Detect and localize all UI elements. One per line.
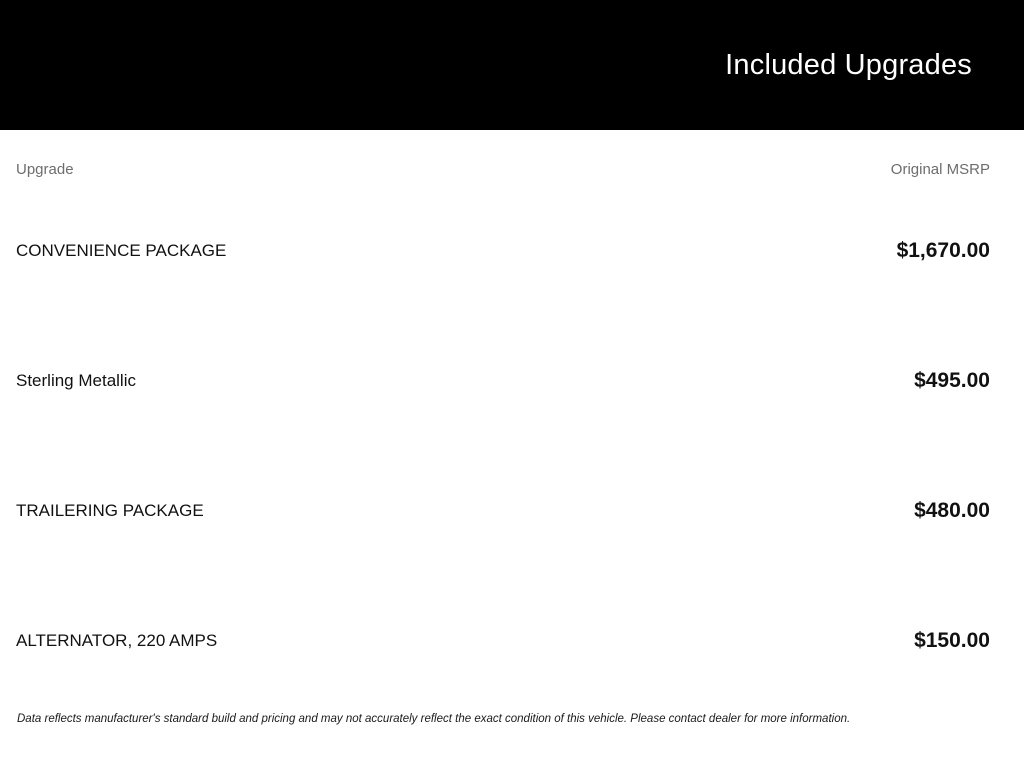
upgrade-name: CONVENIENCE PACKAGE bbox=[16, 241, 227, 260]
upgrade-name: TRAILERING PACKAGE bbox=[16, 501, 204, 520]
table-row bbox=[16, 316, 990, 446]
upgrade-name: Sterling Metallic bbox=[16, 371, 136, 390]
upgrade-msrp: $480.00 bbox=[914, 499, 990, 522]
page-title: Included Upgrades bbox=[725, 48, 972, 81]
table-row bbox=[16, 186, 990, 316]
table-row bbox=[16, 576, 990, 706]
upgrades-content bbox=[0, 160, 1024, 727]
upgrade-msrp: $495.00 bbox=[914, 369, 990, 392]
upgrade-msrp: $150.00 bbox=[914, 629, 990, 652]
disclaimer-text: Data reflects manufacturer's standard build and pricing and may not accurately reflect the exact condition of this vehicle. Please contact dealer for more information. bbox=[17, 713, 851, 725]
upgrades-table bbox=[16, 186, 990, 706]
page-header bbox=[0, 0, 1024, 130]
column-header-upgrade: Upgrade bbox=[16, 161, 74, 178]
upgrade-name: ALTERNATOR, 220 AMPS bbox=[16, 631, 218, 650]
table-header-row bbox=[16, 160, 990, 180]
table-row bbox=[16, 446, 990, 576]
upgrade-msrp: $1,670.00 bbox=[896, 239, 990, 262]
column-header-original-msrp: Original MSRP bbox=[890, 161, 990, 178]
